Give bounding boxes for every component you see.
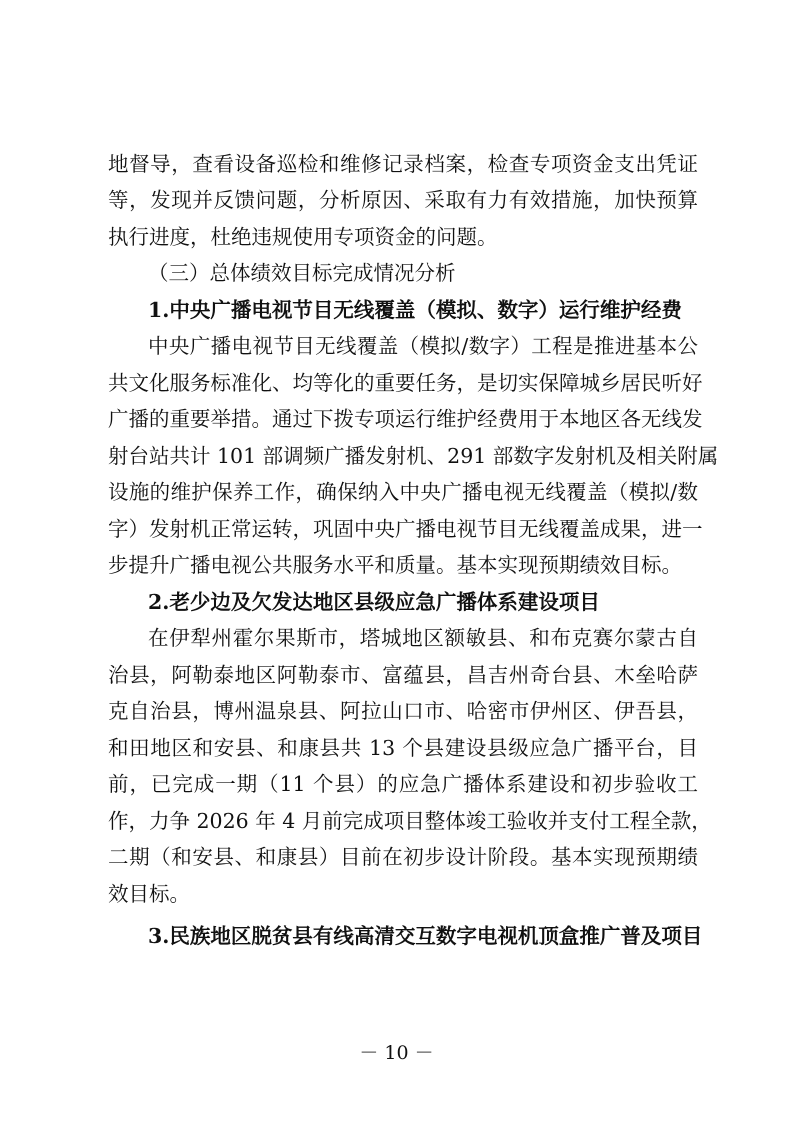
paragraph-line: 克自治县，博州温泉县、阿拉山口市、哈密市伊州区、伊吾县， xyxy=(108,699,698,723)
subsection-heading-2: 2.老少边及欠发达地区县级应急广播体系建设项目 xyxy=(148,590,600,614)
paragraph-line: 地督导，查看设备巡检和维修记录档案，检查专项资金支出凭证 xyxy=(108,152,698,176)
subsection-heading-3: 3.民族地区脱贫县有线高清交互数字电视机顶盒推广普及项目 xyxy=(148,924,703,948)
section-heading: （三）总体绩效目标完成情况分析 xyxy=(148,261,456,285)
paragraph-line: 射台站共计 101 部调频广播发射机、291 部数字发射机及相关附属 xyxy=(108,444,719,468)
paragraph-line: 共文化服务标准化、均等化的重要任务，是切实保障城乡居民听好 xyxy=(108,371,703,395)
paragraph-line: 设施的维护保养工作，确保纳入中央广播电视无线覆盖（模拟/数 xyxy=(108,480,698,504)
paragraph-line: 前，已完成一期（11 个县）的应急广播体系建设和初步验收工 xyxy=(108,772,698,796)
paragraph-line: 治县，阿勒泰地区阿勒泰市、富蕴县，昌吉州奇台县、木垒哈萨 xyxy=(108,663,698,687)
paragraph-line: 效目标。 xyxy=(108,882,190,906)
paragraph-line: 等，发现并反馈问题，分析原因、采取有力有效措施，加快预算 xyxy=(108,188,698,212)
paragraph-line: 在伊犁州霍尔果斯市，塔城地区额敏县、和布克赛尔蒙古自 xyxy=(148,626,698,650)
page-number: － 10 － xyxy=(359,1042,434,1064)
subsection-heading-1: 1.中央广播电视节目无线覆盖（模拟、数字）运行维护经费 xyxy=(148,298,682,322)
paragraph-line: 执行进度，杜绝违规使用专项资金的问题。 xyxy=(108,225,498,249)
paragraph-line: 字）发射机正常运转，巩固中央广播电视节目无线覆盖成果，进一 xyxy=(108,517,703,541)
paragraph-line: 中央广播电视节目无线覆盖（模拟/数字）工程是推进基本公 xyxy=(148,334,698,358)
paragraph-line: 作，力争 2026 年 4 月前完成项目整体竣工验收并支付工程全款， xyxy=(108,809,712,833)
paragraph-line: 广播的重要举措。通过下拨专项运行维护经费用于本地区各无线发 xyxy=(108,407,703,431)
paragraph-line: 和田地区和安县、和康县共 13 个县建设县级应急广播平台，目 xyxy=(108,736,698,760)
paragraph-line: 二期（和安县、和康县）目前在初步设计阶段。基本实现预期绩 xyxy=(108,845,698,869)
paragraph-line: 步提升广播电视公共服务水平和质量。基本实现预期绩效目标。 xyxy=(108,553,682,577)
